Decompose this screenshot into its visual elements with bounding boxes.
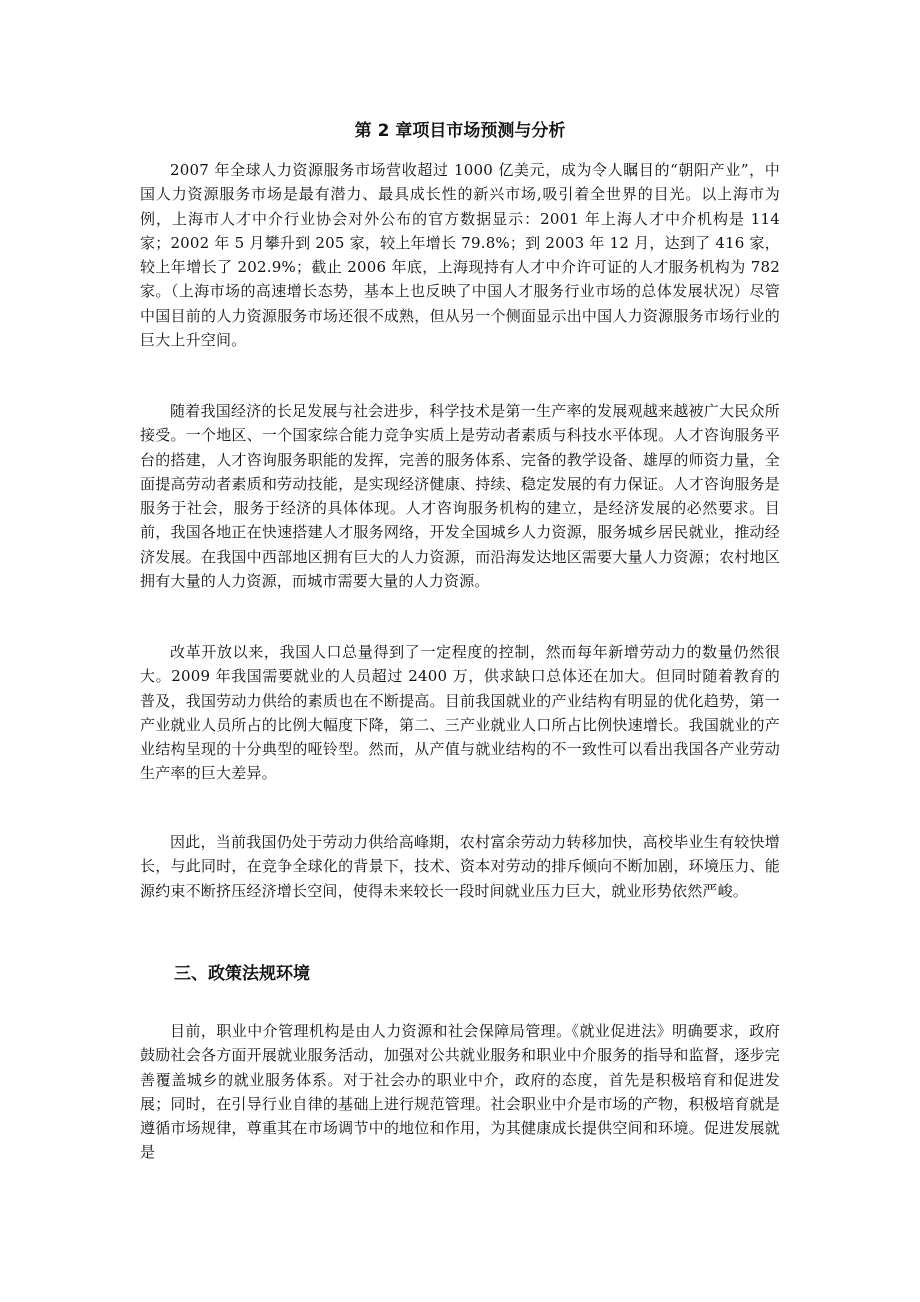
paragraph-employment-pressure: 因此，当前我国仍处于劳动力供给高峰期，农村富余劳动力转移加快，高校毕业生有较快增长，与此同时，在竞争全球化的背景下，技术、资本对劳动的排斥倾向不断加剧，环境压力、能源约束不断挤压经济增长空间，使得未来较长一段时间就业压力巨大，就业形势依然严峻。: [140, 833, 780, 900]
paragraph-economic-development: 随着我国经济的长足发展与社会进步，科学技术是第一生产率的发展观越来越被广大民众所接受。一个地区、一个国家综合能力竞争实质上是劳动者素质与科技水平体现。人才咨询服务平台的搭建，人才咨询服务职能的发挥，完善的服务体系、完备的教学设备、雄厚的师资力量，全面提高劳动者素质和劳动技能，是实现经济健康、持续、稳定发展的有力保证。人才咨询服务是服务于社会，服务于经济的具体体现。人才咨询服务机构的建立，是经济发展的必然要求。目前，我国各地正在快速搭建人才服务网络，开发全国城乡人力资源，服务城乡居民就业，推动经济发展。在我国中西部地区拥有巨大的人力资源，而沿海发达地区需要大量人力资源；农村地区拥有大量的人力资源，而城市需要大量的人力资源。: [140, 402, 780, 591]
paragraph-policy-environment: 目前，职业中介管理机构是由人力资源和社会保障局管理。《就业促进法》明确要求，政府鼓励社会各方面开展就业服务活动，加强对公共就业服务和职业中介服务的指导和监督，逐步完善覆盖城乡的就业服务体系。对于社会办的职业中介，政府的态度，首先是积极培育和促进发展；同时，在引导行业自律的基础上进行规范管理。社会职业中介是市场的产物，积极培育就是遵循市场规律，尊重其在市场调节中的地位和作用，为其健康成长提供空间和环境。促进发展就是: [140, 1022, 780, 1162]
paragraph-labor-supply: 改革开放以来，我国人口总量得到了一定程度的控制，然而每年新增劳动力的数量仍然很大。2009 年我国需要就业的人员超过 2400 万，供求缺口总体还在加大。但同时随着教育的普及，我国劳动力供给的素质也在不断提高。目前我国就业的产业结构有明显的优化趋势，第一产业就业人员所占的比例大幅度下降，第二、三产业就业人口所占比例快速增长。我国就业的产业结构呈现的十分典型的哑铃型。然而，从产值与就业结构的不一致性可以看出我国各产业劳动生产率的巨大差异。: [140, 643, 780, 783]
section-heading-policy: 三、政策法规环境: [174, 964, 310, 984]
paragraph-market-revenue: 2007 年全球人力资源服务市场营收超过 1000 亿美元，成为令人瞩目的“朝阳产业”，中国人力资源服务市场是最有潜力、最具成长性的新兴市场,吸引着全世界的目光。以上海市为例，上海市人才中介行业协会对外公布的官方数据显示：2001 年上海人才中介机构是 114 家；2002 年 5 月攀升到 205 家，较上年增长 79.8%；到 2003 年 12 月，达到了 416 家，较上年增长了 202.9%；截止 2006 年底，上海现持有人才中介许可证的人才服务机构为 782 家。（上海市场的高速增长态势，基本上也反映了中国人才服务行业市场的总体发展状况）尽管中国目前的人力资源服务市场还很不成熟，但从另一个侧面显示出中国人力资源服务市场行业的巨大上升空间。: [140, 161, 780, 350]
chapter-title: 第 2 章项目市场预测与分析: [354, 121, 566, 141]
